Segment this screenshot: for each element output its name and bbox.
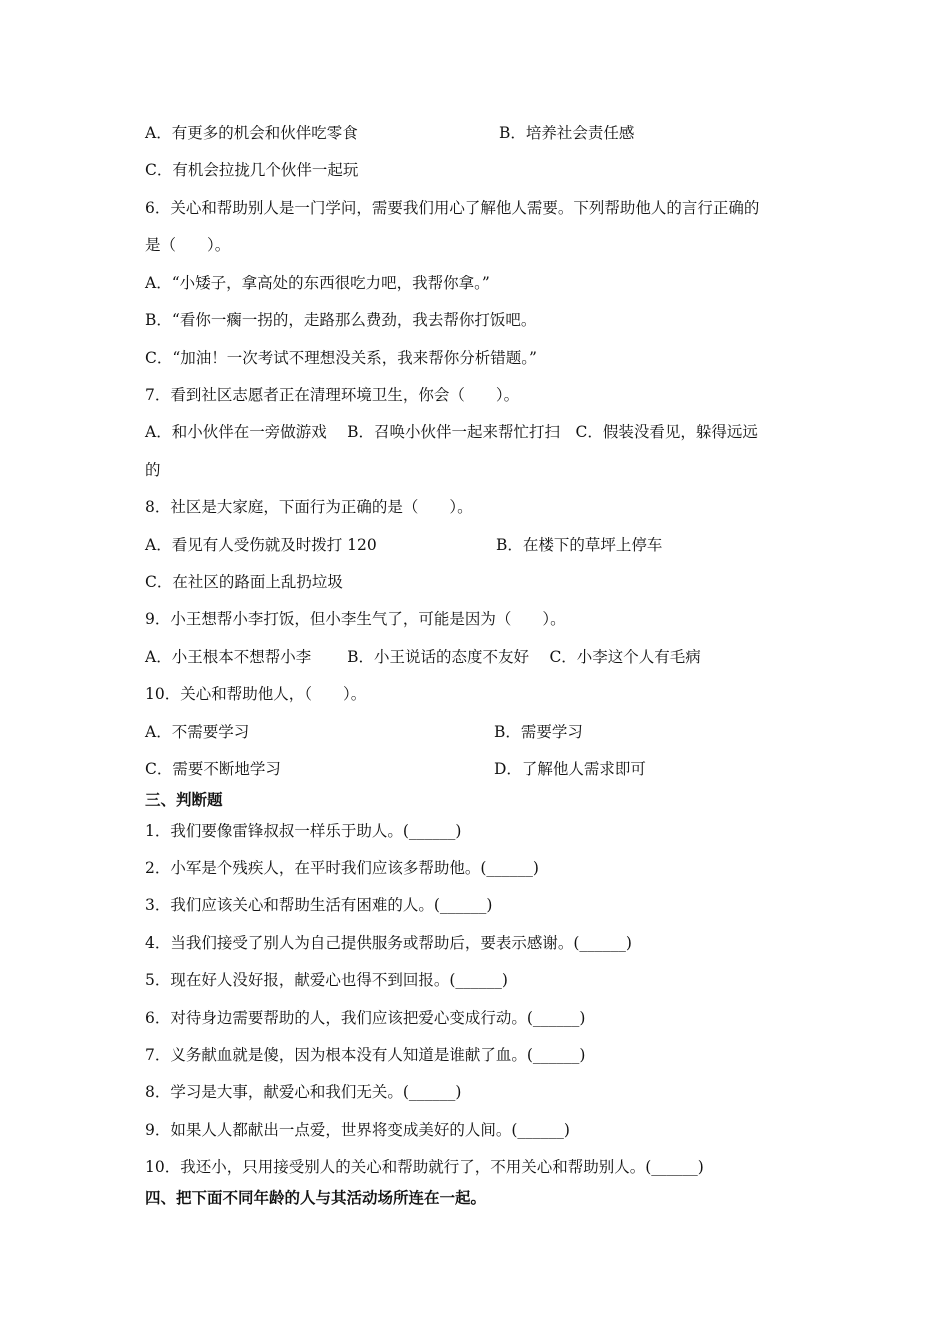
judge-item-7: 7．义务献血就是傻，因为根本没有人知道是谁献了血。(______)	[145, 1046, 586, 1064]
section-3-title: 三、判断题	[145, 790, 223, 809]
judge-item-10: 10．我还小，只用接受别人的关心和帮助就行了，不用关心和帮助别人。(______)	[145, 1158, 704, 1176]
q6-stem-line1: 6．关心和帮助别人是一门学问，需要我们用心了解他人需要。下列帮助他人的言行正确的	[145, 199, 760, 217]
q7-options-line1: A．和小伙伴在一旁做游戏 B．召唤小伙伴一起来帮忙打扫 C．假装没看见，躲得远远	[145, 423, 758, 441]
q10-option-b: B．需要学习	[494, 723, 583, 741]
q6-option-a: A．“小矮子，拿高处的东西很吃力吧，我帮你拿。”	[145, 274, 490, 292]
judge-item-1: 1．我们要像雷锋叔叔一样乐于助人。(______)	[145, 822, 462, 840]
q7-options-line2: 的	[145, 461, 161, 479]
judge-item-6: 6．对待身边需要帮助的人，我们应该把爱心变成行动。(______)	[145, 1009, 586, 1027]
judge-item-3: 3．我们应该关心和帮助生活有困难的人。(______)	[145, 896, 493, 914]
q9-stem: 9．小王想帮小李打饭，但小李生气了，可能是因为（ ）。	[145, 610, 566, 628]
judge-item-8: 8．学习是大事，献爱心和我们无关。(______)	[145, 1083, 462, 1101]
q10-option-d: D．了解他人需求即可	[494, 760, 646, 778]
q6-option-c: C．“加油！一次考试不理想没关系，我来帮你分析错题。”	[145, 349, 537, 367]
q5-option-c: C．有机会拉拢几个伙伴一起玩	[145, 161, 359, 179]
q10-option-a: A．不需要学习	[145, 723, 250, 741]
q9-options: A．小王根本不想帮小李 B．小王说话的态度不友好 C．小李这个人有毛病	[145, 648, 701, 666]
section-4-title: 四、把下面不同年龄的人与其活动场所连在一起。	[145, 1188, 487, 1207]
q7-stem: 7．看到社区志愿者正在清理环境卫生，你会（ ）。	[145, 386, 520, 404]
q5-option-a: A．有更多的机会和伙伴吃零食	[145, 124, 358, 142]
q10-option-c: C．需要不断地学习	[145, 760, 281, 778]
q8-stem: 8．社区是大家庭，下面行为正确的是（ ）。	[145, 498, 473, 516]
judge-item-9: 9．如果人人都献出一点爱，世界将变成美好的人间。(______)	[145, 1121, 570, 1139]
judge-item-4: 4．当我们接受了别人为自己提供服务或帮助后，要表示感谢。(______)	[145, 934, 632, 952]
q8-option-a: A．看见有人受伤就及时拨打 120	[145, 536, 377, 554]
q5-option-b: B．培养社会责任感	[499, 124, 635, 142]
judge-item-2: 2．小军是个残疾人，在平时我们应该多帮助他。(______)	[145, 859, 539, 877]
q6-stem-line2: 是（ ）。	[145, 236, 231, 254]
judge-item-5: 5．现在好人没好报，献爱心也得不到回报。(______)	[145, 971, 508, 989]
q6-option-b: B．“看你一瘸一拐的，走路那么费劲，我去帮你打饭吧。	[145, 311, 537, 329]
q10-stem: 10．关心和帮助他人，（ ）。	[145, 685, 367, 703]
q8-option-b: B．在楼下的草坪上停车	[496, 536, 663, 554]
q8-option-c: C．在社区的路面上乱扔垃圾	[145, 573, 343, 591]
